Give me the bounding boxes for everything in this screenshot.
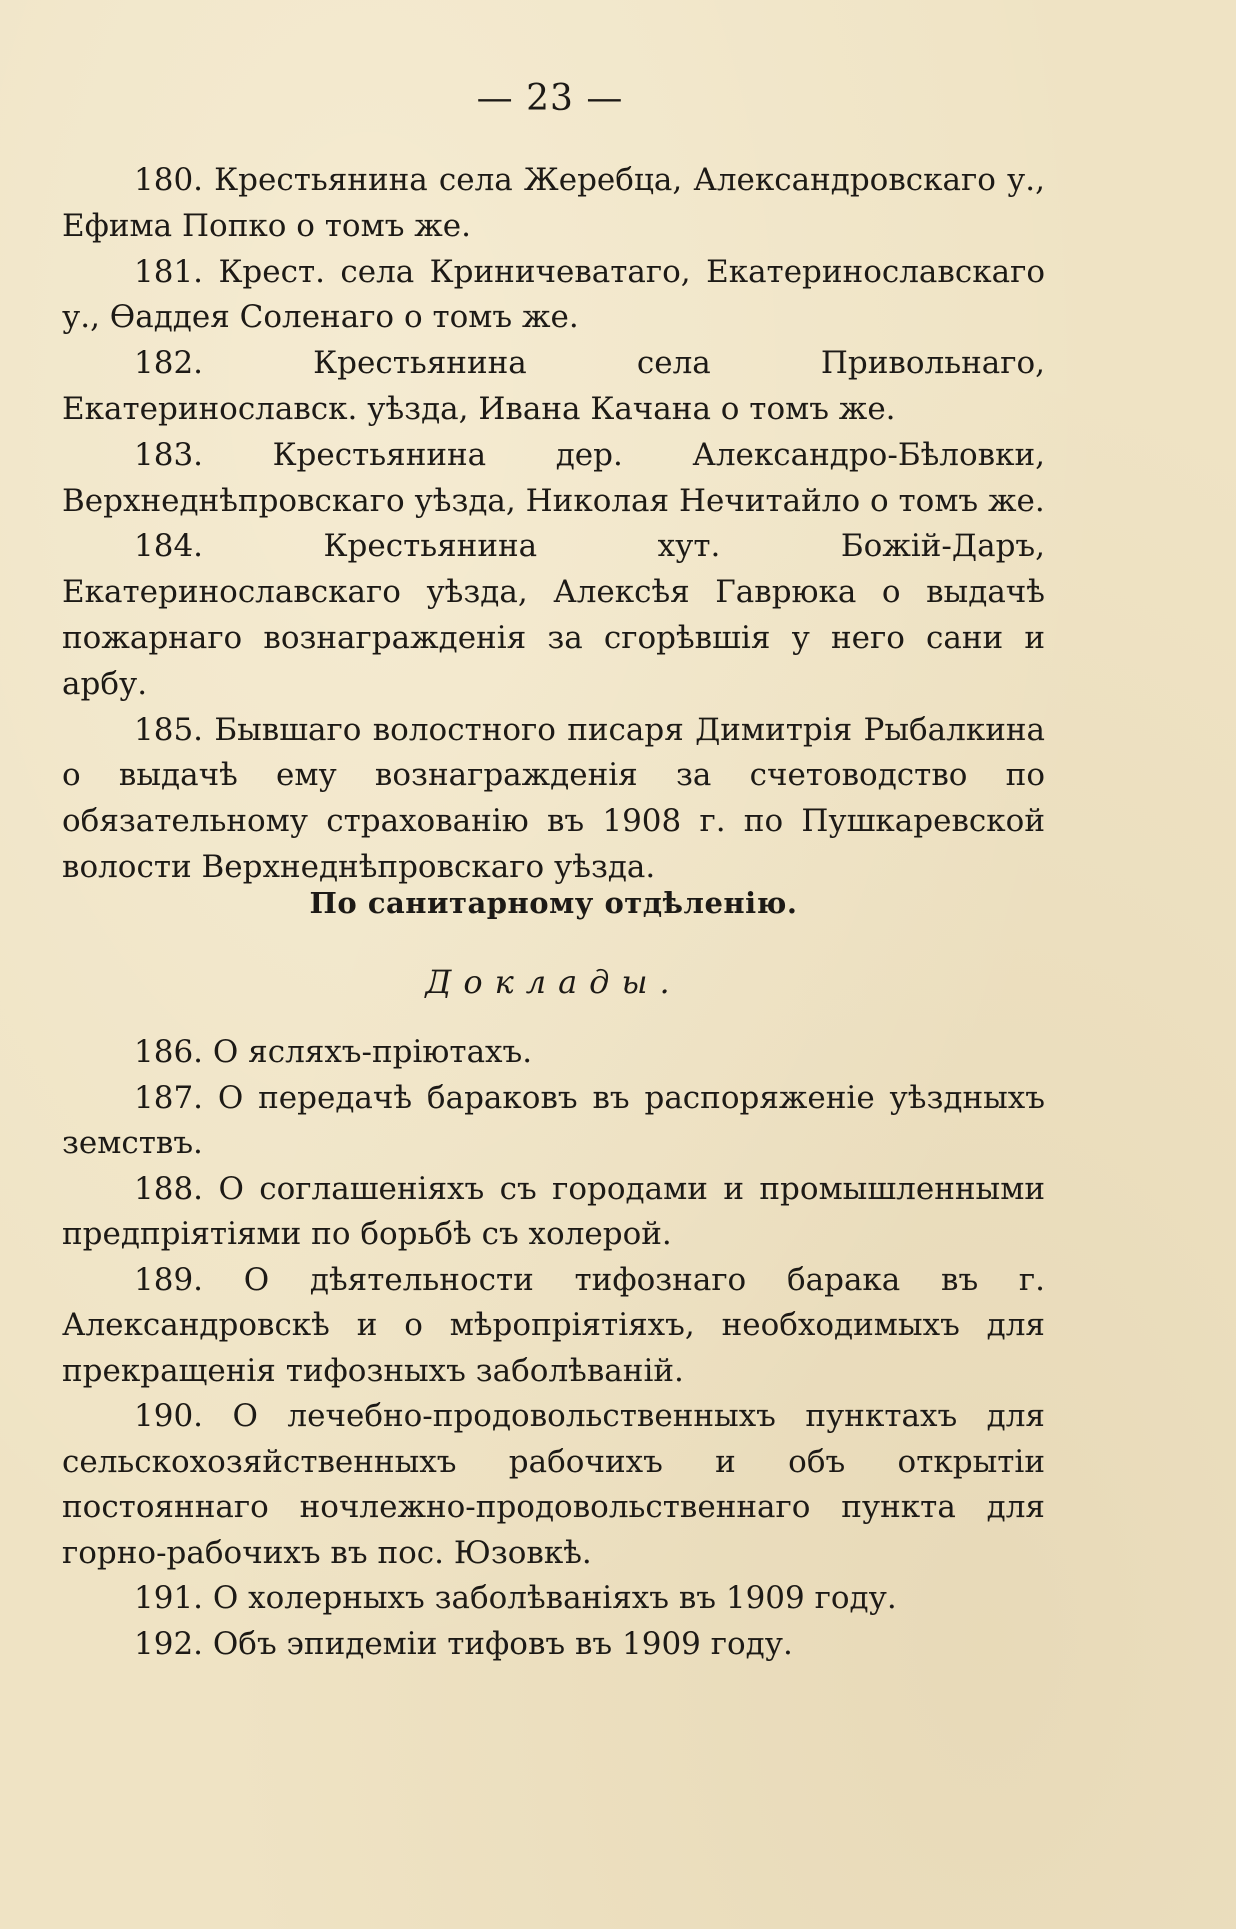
entry-number: 183.: [134, 436, 204, 473]
list-item: [62, 433, 1045, 525]
entry-number: 182.: [134, 345, 204, 382]
entry-number: 185.: [134, 711, 204, 748]
entry-number: 181.: [134, 253, 204, 290]
entry-text: Бывшаго волостного писаря Димитрія Рыбалкина о выдачѣ ему вознагражденія за счетоводство по обязательному страхованію въ 1908 г. по Пушкаревской волости Верхнеднѣпровскаго уѣзда.: [62, 711, 1046, 885]
entry-number: 191.: [134, 1580, 204, 1616]
entry-text: Крестьянина дер. Александро-Бѣловки, Верхнеднѣпровскаго уѣзда, Николая Нечитайло о томъ же.: [62, 436, 1045, 519]
entry-number: 186.: [134, 1034, 204, 1070]
entries-top-list: [62, 158, 1045, 891]
entry-text: Крестьянина хут. Божій-Даръ, Екатеринославскаго уѣзда, Алексѣя Гаврюка о выдачѣ пожарнаго вознагражденія за сгорѣвшія у него сани и арбу.: [62, 528, 1045, 702]
list-item: [62, 158, 1045, 250]
list-item: [62, 1394, 1045, 1576]
section-title: По санитарному отдѣленію.: [309, 886, 798, 920]
entry-text: Объ эпидеміи тифовъ въ 1909 году.: [212, 1625, 793, 1662]
page-number: — 23 —: [476, 78, 624, 119]
entry-text: О ясляхъ-пріютахъ.: [212, 1034, 533, 1070]
entry-text: О передачѣ бараковъ въ распоряженіе уѣздныхъ земствъ.: [62, 1079, 1045, 1161]
entry-text: Крест. села Криничеватаго, Екатеринославскаго у., Өаддея Соленаго о томъ же.: [62, 253, 1045, 336]
list-item: [62, 341, 1045, 433]
list-item: [62, 524, 1045, 707]
entry-number: 188.: [134, 1170, 204, 1207]
list-item: [62, 1622, 1045, 1668]
entry-number: 187.: [134, 1079, 204, 1116]
entry-number: 184.: [134, 528, 204, 565]
entry-number: 192.: [134, 1625, 204, 1662]
entries-bottom-list: [62, 1030, 1045, 1667]
list-item: [62, 250, 1045, 342]
entry-text: Крестьянина села Жеребца, Александровскаго у., Ефима Попко о томъ же.: [62, 162, 1045, 244]
list-item: [62, 1076, 1045, 1167]
entry-number: 189.: [134, 1261, 204, 1298]
list-item: [62, 1258, 1045, 1395]
entry-text: О соглашеніяхъ съ городами и промышленными предпріятіями по борьбѣ съ холерой.: [62, 1170, 1045, 1252]
list-item: [62, 1030, 1045, 1076]
list-item: [62, 708, 1045, 891]
entry-text: О холерныхъ заболѣваніяхъ въ 1909 году.: [212, 1580, 897, 1616]
entry-number: 180.: [134, 162, 204, 198]
entry-text: О дѣятельности тифознаго барака въ г. Александровскѣ и о мѣропріятіяхъ, необходимыхъ для прекращенія тифозныхъ заболѣваній.: [62, 1261, 1045, 1389]
entry-text: О лечебно-продовольственныхъ пунктахъ для сельскохозяйственныхъ рабочихъ и объ открытіи постояннаго ночлежно-продовольственнаго пункта для горно-рабочихъ въ пос. Юзовкѣ.: [62, 1398, 1045, 1571]
entry-number: 190.: [134, 1398, 204, 1434]
subsection-title: Доклады.: [425, 963, 682, 1001]
list-item: [62, 1576, 1045, 1622]
list-item: [62, 1167, 1045, 1258]
entry-text: Крестьянина села Привольнаго, Екатеринославск. уѣзда, Ивана Качана о томъ же.: [62, 345, 1045, 427]
